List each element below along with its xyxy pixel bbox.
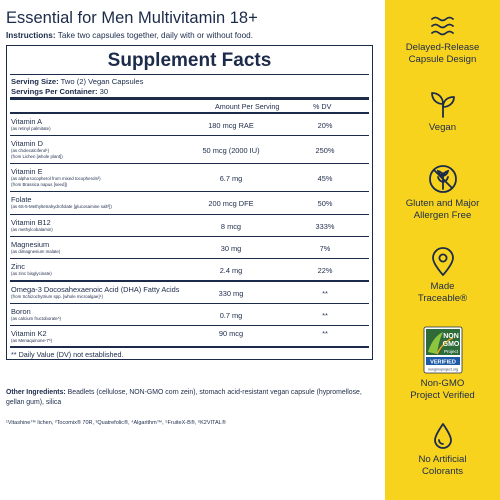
nutrient-source: (as methylcobalamin)	[11, 227, 53, 232]
other-ingredients-label: Other Ingredients:	[6, 389, 66, 396]
feature-label: Project Verified	[410, 390, 475, 401]
nutrient-amount: 0.7 mg	[219, 311, 243, 320]
feature-delayed-release	[385, 14, 500, 66]
divider	[10, 74, 369, 75]
nutrient-source: (from Brassica napus [seed])	[11, 182, 68, 187]
nutrient-source: (as calcium fructoborate⁵)	[11, 316, 62, 321]
nutrient-name: Vitamin E	[11, 167, 43, 176]
nutrient-row	[10, 259, 369, 282]
seal-url: nongmoproject.org	[427, 367, 458, 372]
feature-traceable	[385, 247, 500, 305]
servings-per-container-label: Servings Per Container:	[11, 87, 98, 96]
nutrient-source: (as 6S-5-Methyltetrahydrofolate [glucosamine salt³])	[11, 204, 112, 209]
feature-label: Colorants	[421, 466, 464, 477]
nutrient-dv: 20%	[317, 121, 333, 130]
nutrient-source: (as retinyl palmitate)	[11, 126, 51, 131]
nutrient-source: (as Menaquinone-7⁶)	[11, 338, 53, 343]
seal-gmo: GMO	[442, 341, 459, 348]
feature-label: Allergen Free	[413, 210, 472, 221]
nutrient-amount: 8 mcg	[220, 222, 242, 231]
nutrient-name: Zinc	[11, 262, 25, 271]
location-pin-icon	[431, 247, 455, 277]
feature-label: Traceable®	[417, 293, 468, 304]
nutrient-dv: **	[322, 329, 328, 338]
nutrient-dv: 250%	[315, 146, 335, 155]
feature-label: Gluten and Major	[405, 198, 480, 209]
nutrient-row	[10, 304, 369, 326]
nutrient-row	[10, 136, 369, 164]
nutrient-amount: 90 mcg	[218, 329, 244, 338]
features-sidebar	[385, 0, 500, 500]
nutrient-dv: 7%	[319, 244, 331, 253]
nutrient-dv: **	[322, 311, 328, 320]
nutrient-name: Vitamin D	[11, 139, 43, 148]
nutrient-name: Vitamin K2	[11, 329, 47, 338]
nutrient-name: Folate	[11, 195, 32, 204]
column-header-amount: Amount Per Serving	[215, 102, 280, 111]
nutrient-amount: 6.7 mg	[219, 174, 243, 183]
nutrient-source: (as zinc bisglycinate)	[11, 271, 52, 276]
drop-icon	[432, 422, 454, 450]
nutrient-dv: 22%	[317, 266, 333, 275]
nutrient-dv: **	[322, 289, 328, 298]
nutrient-row	[10, 114, 369, 136]
nutrient-row	[10, 192, 369, 215]
nutrient-name: Vitamin B12	[11, 218, 51, 227]
nutrient-dv: 50%	[317, 199, 333, 208]
servings-per-container-value: 30	[97, 87, 109, 96]
seal-project: Project	[443, 349, 458, 354]
trademark-notes: ¹Vitashine™ lichen, ²Tocomix® 70R, ³Quatrefolic®, ⁴Algarithm™, ⁵FruiteX-B®, ⁶K2VITAL®	[6, 420, 226, 426]
feature-non-gmo	[385, 326, 500, 402]
nutrient-amount: 30 mg	[220, 244, 242, 253]
nutrient-row	[10, 326, 369, 339]
nutrient-source: (as alpha tocopherol from mixed tocopherols²)	[11, 176, 101, 181]
nutrient-row	[10, 164, 369, 192]
nutrient-source: (as dimagnesium malate)	[11, 249, 61, 254]
instructions	[6, 31, 253, 40]
feature-label: Vegan	[428, 122, 457, 133]
nutrient-name: Magnesium	[11, 240, 50, 249]
nutrient-name: Vitamin A	[11, 117, 43, 126]
dv-footnote: ** Daily Value (DV) not established.	[11, 350, 124, 359]
nutrient-amount: 2.4 mg	[219, 266, 243, 275]
feature-label: No Artificial	[418, 454, 467, 465]
nutrient-amount: 330 mg	[218, 289, 244, 298]
feature-label: Non-GMO	[420, 378, 465, 389]
divider	[10, 346, 369, 348]
feature-vegan	[385, 90, 500, 134]
feature-label: Made	[430, 281, 455, 292]
supplement-facts-panel	[6, 45, 373, 360]
other-ingredients-text: Beadlets (cellulose, NON-GMO corn zein), stomach acid-resistant vegan capsule (hypromellose, gellan gum), silica	[6, 389, 362, 406]
column-header-dv: % DV	[313, 102, 332, 111]
nutrient-dv: 333%	[315, 222, 335, 231]
feature-gluten-free	[385, 164, 500, 222]
wheat-free-icon	[428, 164, 458, 194]
instructions-label: Instructions:	[6, 31, 56, 40]
feature-label: Delayed-Release	[405, 42, 480, 53]
serving-size	[11, 77, 143, 86]
nutrient-row	[10, 282, 369, 304]
seal-non: NON	[442, 333, 459, 340]
nutrient-amount: 200 mcg DFE	[208, 199, 254, 208]
non-gmo-seal	[423, 326, 463, 374]
product-title: Essential for Men Multivitamin 18+	[6, 9, 258, 27]
nutrient-name: Omega-3 Docosahexaenoic Acid (DHA) Fatty Acids	[11, 285, 180, 294]
supplement-facts-heading: Supplement Facts	[107, 50, 272, 71]
nutrient-source: (as cholecalciferol¹)	[11, 148, 50, 153]
serving-size-value: Two (2) Vegan Capsules	[58, 77, 144, 86]
nutrient-dv: 45%	[317, 174, 333, 183]
nutrient-amount: 180 mcg RAE	[208, 121, 254, 130]
sprout-icon	[430, 90, 456, 118]
seal-verified: VERIFIED	[429, 359, 456, 366]
feature-no-colorants	[385, 422, 500, 478]
serving-size-label: Serving Size:	[11, 77, 59, 86]
divider	[10, 97, 369, 100]
other-ingredients	[6, 388, 378, 407]
nutrient-row	[10, 237, 369, 259]
nutrient-source: (from Schizochytrium spp. [whole microalgae]⁴)	[11, 294, 103, 299]
nutrient-row	[10, 215, 369, 237]
nutrient-name: Boron	[11, 307, 31, 316]
servings-per-container	[11, 87, 108, 96]
waves-icon	[430, 14, 456, 38]
nutrient-amount: 50 mcg (2000 IU)	[202, 146, 260, 155]
instructions-text: Take two capsules together, daily with or without food.	[55, 31, 253, 40]
feature-label: Capsule Design	[408, 54, 477, 65]
nutrient-source: (from Lichen [whole plant])	[11, 154, 63, 159]
